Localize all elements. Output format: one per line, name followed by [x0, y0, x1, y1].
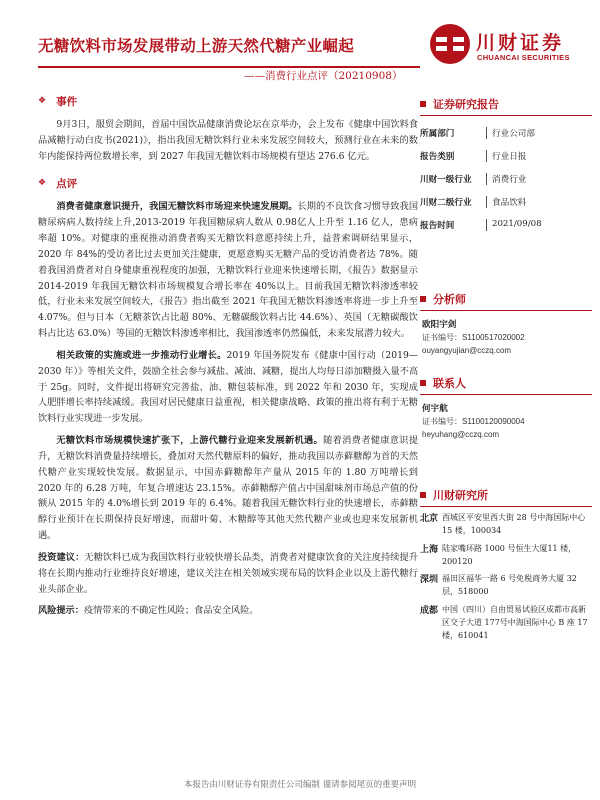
- paragraph-3-body: 随着消费者健康意识提升，无糖饮料消费量持续增长，叠加对天然代糖原料的偏好，推动我国以赤藓糖醇为首的天然代糖产业实现较快发展。数据显示，中国赤藓糖醇年产量从 2015 年的 1.80 万吨增长到 2020 年的 6.28 万吨，年复合增速达 23.15%。赤藓糖醇产值占中国甜味剂市场总产值的份额从 2015 年的 4.0%增长到 2019 年的 6.4%。随着我国无糖饮料行业的快速增长，赤藓糖醇行业预计在长期保持良好增速，而甜叶菊、木糖醇等其他天然代糖产业或也迎来发展新机遇。: [38, 435, 419, 542]
- logo-text-cn: 川财证券: [476, 32, 565, 54]
- info-value: 消费行业: [486, 173, 526, 185]
- office-city: 成都: [420, 605, 439, 616]
- office-city: 上海: [420, 544, 439, 555]
- paragraph-1-body: 长期的不良饮食习惯导致我国糖尿病病人数持续上升,2013-2019 年我国糖尿病人数从 0.98亿人上升至 1.16 亿人，患病率超 10%。对健康的重视推动消费者购买无糖饮料意愿持续上升，益普索调研结果显示，2020 年 84%的受访者比过去更加关注健康，更愿意购买无糖产品的受访消费者达 78%。随着我国消费者对自身健康重视程度的加强，无糖饮料行业迎来快速增长期，《报告》数据显示 2014-2019 年我国无糖饮料市场规模复合增长率在 40%以上。目前我国无糖饮料渗透率较低，行业未来发展空间较大，《报告》指出截至 2021 年我国无糖饮料渗透率将进一步上升至 4.07%。但与日本（无糖茶饮占比超 80%、无糖碳酸饮料占比 44.6%）、英国（无糖碳酸饮料占比达 63.0%）等国的无糖饮料渗透率相比，我国渗透率仍然偏低，未来发展潜力较大。: [38, 201, 419, 340]
- analyst-heading: [420, 291, 592, 311]
- logo-mark-icon: [428, 22, 472, 66]
- info-key: 报告类别: [420, 152, 455, 162]
- investment-advice-body: 无糖饮料已成为我国饮料行业较快增长品类，消费者对健康饮食的关注度持续提升将在长期内推动行业维持良好增速，建议关注在相关领域实现布局的饮料企业以及上游代糖行业头部企业。: [38, 551, 419, 595]
- risk-label: 风险提示：: [38, 605, 84, 617]
- paragraph-1-lead: 消费者健康意识提升，我国无糖饮料市场迎来快速发展期。: [56, 201, 298, 213]
- office-chengdu: [420, 604, 592, 642]
- office-shanghai: [420, 543, 592, 569]
- info-key: 川财一级行业: [420, 175, 472, 185]
- risk-body: 疫情带来的不确定性风险；食品安全风险。: [83, 605, 259, 617]
- contact-email[interactable]: heyuhang@cczq.com: [422, 429, 500, 439]
- report-title: 无糖饮料市场发展带动上游天然代糖产业崛起: [38, 37, 355, 55]
- info-key: 所属部门: [420, 129, 455, 139]
- square-bullet-icon: [420, 296, 426, 302]
- info-value: 行业日报: [486, 150, 526, 162]
- info-value: 2021/09/08: [486, 219, 542, 231]
- report-subtitle: ——消费行业点评（20210908）: [244, 70, 403, 82]
- paragraph-2-lead: 相关政策的实施或进一步推动行业增长。: [56, 349, 227, 361]
- info-row-level1-industry: [420, 173, 592, 185]
- office-city: 深圳: [420, 575, 439, 586]
- analyst-card: [420, 319, 592, 357]
- diamond-bullet-icon: ❖: [38, 178, 47, 189]
- info-value: 食品饮料: [486, 196, 526, 208]
- contact-name: 何宇航: [422, 404, 448, 415]
- section-comment-heading: [38, 176, 418, 191]
- contact-card: [420, 403, 592, 441]
- square-bullet-icon: [420, 101, 426, 107]
- analyst-email[interactable]: ouyangyujian@cczq.com: [422, 345, 512, 355]
- report-info-heading: [420, 96, 592, 116]
- contact-cert: 证书编号：S1100120090004: [422, 417, 525, 427]
- info-row-date: [420, 219, 592, 231]
- office-beijing: [420, 512, 592, 538]
- analyst-title: 分析师: [433, 293, 466, 306]
- report-info-title: 证券研究报告: [433, 98, 499, 111]
- risk-paragraph: [38, 603, 418, 619]
- paragraph-2-body: 2019 年国务院发布《健康中国行动（2019—2030 年）》等相关文件，鼓励全社会参与减盐、减油、减糖，提出人均每日添加糖摄入量不高于 25g。同时，文件提出将研究完善盐、油、糖包装标准，到 2022 年和 2030 年，实现成人肥胖增长率持续减缓。我国对居民健康日益重视，相关健康战略、政策的推出将有利于无糖饮料行业实现进一步发展。: [38, 349, 419, 425]
- office-address: 福田区福华一路 6 号免税商务大厦 32 层，518000: [442, 574, 577, 597]
- page-footer: 本报告由川财证券有限责任公司编制 谨请参阅尾页的重要声明: [183, 780, 417, 790]
- diamond-bullet-icon: ❖: [38, 96, 47, 106]
- investment-advice-paragraph: [38, 550, 418, 597]
- office-address: 陆家嘴环路 1000 号恒生大厦11 楼，200120: [442, 543, 577, 566]
- main-content: [38, 94, 418, 619]
- contact-heading: [420, 375, 592, 395]
- contact-title: 联系人: [433, 377, 466, 391]
- info-value: 行业公司部: [486, 127, 535, 139]
- sidebar: [420, 96, 592, 642]
- comment-paragraph-3: [38, 433, 418, 544]
- section-event-heading: [38, 94, 418, 109]
- info-row-department: [420, 127, 592, 139]
- comment-paragraph-1: [38, 199, 418, 341]
- analyst-name: 欧阳宇剑: [422, 320, 457, 330]
- office-address: 西城区平安里西大街 28 号中海国际中心 15 楼，100034: [442, 513, 586, 535]
- info-key: 川财二级行业: [420, 198, 472, 208]
- comment-paragraph-2: [38, 348, 418, 427]
- office-shenzhen: [420, 573, 592, 599]
- section-event-label: 事件: [56, 96, 78, 108]
- logo-text-en: CHUANCAI SECURITIES: [477, 53, 570, 62]
- investment-advice-label: 投资建议：: [38, 551, 85, 563]
- institute-title: 川财研究所: [433, 489, 488, 503]
- paragraph-3-lead: 无糖饮料市场规模快速扩张下，上游代糖行业迎来发展新机遇。: [56, 435, 324, 447]
- info-row-level2-industry: [420, 196, 592, 208]
- analyst-cert: 证书编号：S1100517020002: [422, 333, 525, 343]
- event-paragraph: 9月3日，服贸会期间，首届中国饮品健康消费论坛在京举办，会上发布《健康中国饮料食品减糖行动白皮书(2021)》，指出我国无糖饮料行业未来发展空间较大，预测行业在未来的数年内能保持两位数增长率，到 2027 年我国无糖饮料市场规模有望达 276.6 亿元。: [38, 119, 418, 162]
- institute-heading: [420, 487, 592, 507]
- square-bullet-icon: [420, 380, 426, 386]
- info-row-category: [420, 150, 592, 162]
- company-logo: [428, 22, 578, 70]
- square-bullet-icon: [420, 492, 426, 498]
- section-comment-label: 点评: [56, 178, 78, 191]
- info-key: 报告时间: [420, 221, 455, 231]
- office-address: 中国（四川）自由贸易试验区成都市高新区交子大道 177号中海国际中心 B 座 17 楼，610041: [442, 604, 588, 640]
- office-city: 北京: [420, 514, 439, 525]
